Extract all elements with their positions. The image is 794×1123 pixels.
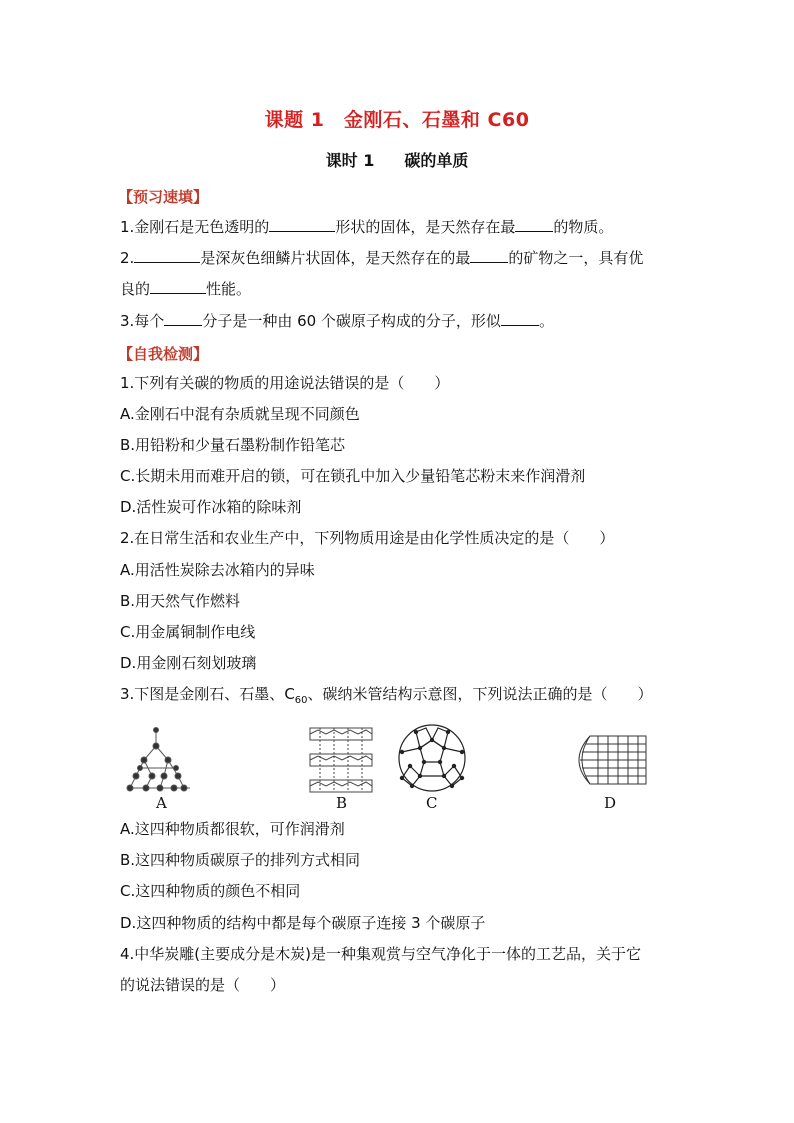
q2-option-c[interactable]: C.用金属铜制作电线 [120, 623, 256, 641]
preview-q2-text-c: 的矿物之一，具有优 [508, 249, 644, 267]
preview-q2-text-b: 是深灰色细鳞片状固体，是天然存在的最 [200, 249, 471, 267]
fill-blank[interactable] [150, 279, 206, 294]
q3-option-b[interactable]: B.这四种物质碳原子的排列方式相同 [120, 851, 361, 869]
preview-q2-text-e: 性能。 [206, 280, 252, 298]
q2-option-b[interactable]: B.用天然气作燃料 [120, 592, 241, 610]
q3-stem-a: 3.下图是金刚石、石墨、C [120, 685, 295, 703]
q3-option-d[interactable]: D.这四种物质的结构中都是每个碳原子连接 3 个碳原子 [120, 914, 486, 932]
q3-option-a[interactable]: A.这四种物质都很软，可作润滑剂 [120, 820, 345, 838]
page-title: 课题 1 金刚石、石墨和 C60 [264, 109, 530, 131]
q1-stem: 1.下列有关碳的物质的用途说法错误的是（ ） [120, 374, 450, 392]
c60-structure-image [399, 725, 465, 791]
figure-label-c: C [426, 794, 438, 812]
q3-stem-sub: 60 [294, 695, 308, 706]
q1-option-d[interactable]: D.活性炭可作冰箱的除味剂 [120, 498, 302, 516]
graphite-structure-image [310, 728, 372, 792]
structures-drawing [120, 722, 660, 812]
q2-option-a[interactable]: A.用活性炭除去冰箱内的异味 [120, 561, 315, 579]
q1-option-b[interactable]: B.用铅粉和少量石墨粉制作铅笔芯 [120, 436, 346, 454]
q4-stem-line1: 4.中华炭雕(主要成分是木炭)是一种集观赏与空气净化于一体的工艺品，关于它 [120, 945, 642, 963]
q1-option-a[interactable]: A.金刚石中混有杂质就呈现不同颜色 [120, 405, 360, 423]
lesson-number: 课时 1 [325, 151, 375, 170]
preview-q2 [120, 248, 643, 268]
q2-option-d[interactable]: D.用金刚石刻划玻璃 [120, 654, 257, 672]
q2-stem: 2.在日常生活和农业生产中，下列物质用途是由化学性质决定的是（ ） [120, 529, 615, 547]
nanotube-structure-image [579, 736, 646, 784]
fill-blank[interactable] [515, 217, 553, 232]
q3-stem-b: 、碳纳米管结构示意图，下列说法正确的是（ ） [307, 685, 653, 703]
preview-q1-text-b: 形状的固体，是天然存在最 [335, 218, 516, 236]
lesson-topic: 碳的单质 [404, 151, 469, 170]
q3-stem [120, 684, 653, 711]
diamond-structure-image [127, 728, 190, 792]
selfcheck-heading: 【自我检测】 [118, 345, 209, 363]
preview-q2-cont [120, 279, 251, 299]
preview-q3-text-a: 3.每个 [120, 312, 165, 330]
page-subtitle [0, 148, 794, 171]
figure-label-b: B [336, 794, 348, 812]
figure-label-a: A [156, 794, 167, 812]
q3-option-c[interactable]: C.这四种物质的颜色不相同 [120, 882, 301, 900]
q4-stem-line2: 的说法错误的是（ ） [120, 976, 286, 994]
preview-q1 [120, 217, 613, 237]
preview-q2-text-d: 良的 [120, 280, 151, 298]
preview-q3-text-c: 。 [538, 312, 554, 330]
fill-blank[interactable] [470, 248, 508, 263]
preview-heading: 【预习速填】 [118, 188, 209, 206]
preview-q1-text-a: 1.金刚石是无色透明的 [120, 218, 270, 236]
preview-q2-text-a: 2. [120, 249, 135, 267]
preview-q1-text-c: 的物质。 [553, 218, 614, 236]
carbon-structures-figure [120, 722, 660, 812]
q1-option-c[interactable]: C.长期未用而难开启的锁，可在锁孔中加入少量铅笔芯粉末来作润滑剂 [120, 467, 586, 485]
fill-blank[interactable] [164, 311, 202, 326]
fill-blank[interactable] [134, 248, 200, 263]
fill-blank[interactable] [269, 217, 335, 232]
preview-q3-text-b: 分子是一种由 60 个碳原子构成的分子，形似 [202, 312, 501, 330]
figure-label-d: D [604, 794, 617, 812]
fill-blank[interactable] [501, 311, 539, 326]
preview-q3 [120, 311, 554, 331]
